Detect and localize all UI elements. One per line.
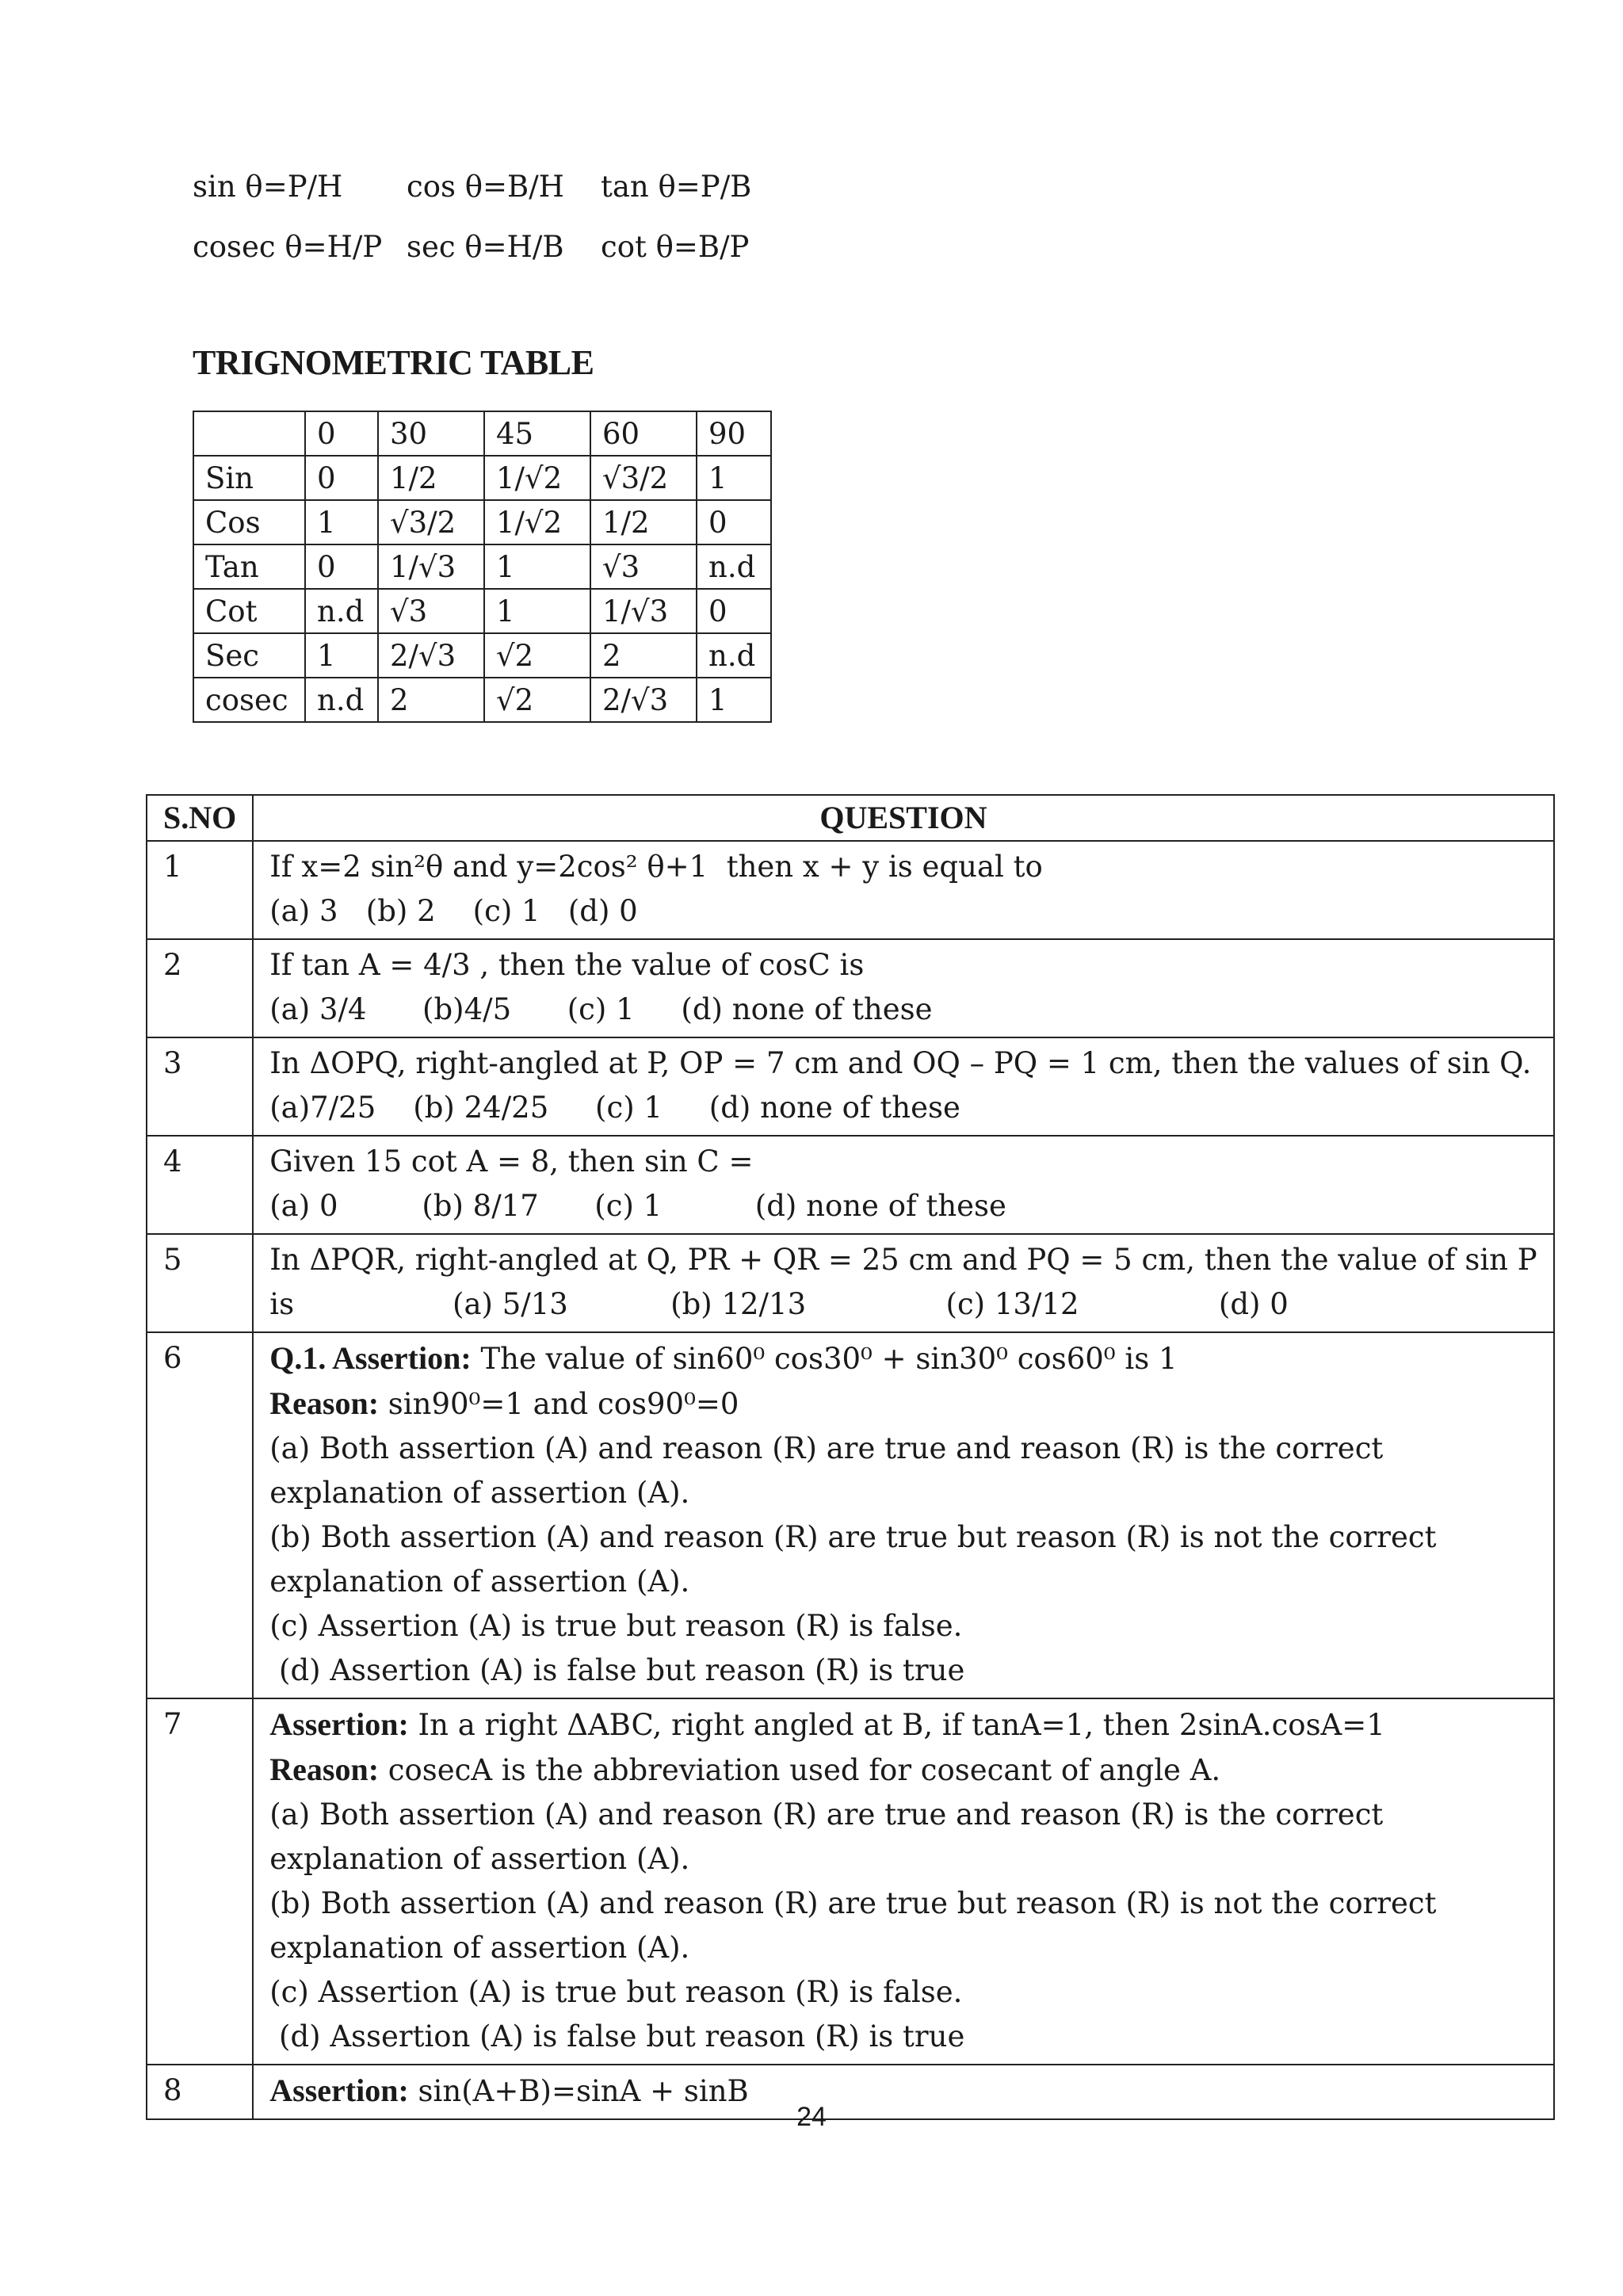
question-number: 2 <box>147 939 253 1037</box>
question-row <box>147 939 1554 1037</box>
trig-value-cell: n.d <box>697 544 771 589</box>
questions-header-row <box>147 795 1554 841</box>
trig-value-cell: √3 <box>590 544 697 589</box>
trig-value-cell: 1/√2 <box>484 500 590 544</box>
question-number: 4 <box>147 1136 253 1234</box>
trig-row <box>193 589 771 633</box>
reason-label: Reason: <box>269 1752 380 1787</box>
trig-value-cell: √3 <box>378 589 484 633</box>
option-line: explanation of assertion (A). <box>269 1564 690 1599</box>
trig-value-cell: 2 <box>378 678 484 722</box>
question-line: In ΔPQR, right-angled at Q, PR + QR = 25 cm and PQ = 5 cm, then the value of sin P <box>269 1243 1537 1277</box>
trig-header-row <box>193 411 771 456</box>
ratio-row-2 <box>193 217 775 277</box>
assertion-label: Assertion: <box>269 1706 409 1742</box>
assertion-text: sin(A+B)=sinA + sinB <box>408 2074 749 2108</box>
question-line: (a) 0 (b) 8/17 (c) 1 (d) none of these <box>269 1189 1006 1223</box>
assertion-line <box>269 1702 1537 1748</box>
question-number: 6 <box>147 1332 253 1698</box>
question-row <box>147 1332 1554 1698</box>
trig-value-cell: 0 <box>697 500 771 544</box>
reason-label: Reason: <box>269 1385 380 1421</box>
tan-ratio: tan θ=P/B <box>601 170 752 204</box>
option-line: explanation of assertion (A). <box>269 1842 690 1876</box>
trig-value-cell: 1 <box>697 456 771 500</box>
assertion-label: Q.1. Assertion: <box>269 1340 472 1376</box>
trig-value-cell: 2 <box>590 633 697 678</box>
question-line: (a)7/25 (b) 24/25 (c) 1 (d) none of these <box>269 1091 960 1125</box>
question-row <box>147 841 1554 939</box>
question-row <box>147 1136 1554 1234</box>
question-text <box>253 1332 1553 1698</box>
trig-value-cell: 1 <box>484 589 590 633</box>
option-line: (d) Assertion (A) is false but reason (R) is true <box>269 1653 965 1687</box>
trig-value-cell: √2 <box>484 678 590 722</box>
trig-row <box>193 633 771 678</box>
option-line: (d) Assertion (A) is false but reason (R) is true <box>269 2019 965 2053</box>
trig-header-cell <box>193 411 305 456</box>
questions-body <box>147 841 1554 2119</box>
option-line: explanation of assertion (A). <box>269 1476 690 1510</box>
sin-ratio: sin θ=P/H <box>193 170 343 204</box>
trig-function-cell: Sec <box>193 633 305 678</box>
trig-value-cell: √3/2 <box>378 500 484 544</box>
trig-value-cell: n.d <box>305 589 378 633</box>
question-line: If tan A = 4/3 , then the value of cosC is <box>269 948 865 982</box>
trig-value-cell: 1/2 <box>590 500 697 544</box>
cot-ratio: cot θ=B/P <box>601 230 750 264</box>
trig-value-cell: 2/√3 <box>378 633 484 678</box>
option-line: (b) Both assertion (A) and reason (R) are true but reason (R) is not the correct <box>269 1886 1437 1920</box>
reason-text: cosecA is the abbreviation used for cosecant of angle A. <box>379 1753 1221 1787</box>
trig-value-cell: 0 <box>697 589 771 633</box>
option-line: (c) Assertion (A) is true but reason (R) is false. <box>269 1975 963 2009</box>
trig-value-cell: 1/2 <box>378 456 484 500</box>
trig-value-cell: 1 <box>305 500 378 544</box>
question-line: (a) 3/4 (b)4/5 (c) 1 (d) none of these <box>269 992 933 1026</box>
question-row <box>147 1037 1554 1136</box>
question-line: In ΔOPQ, right-angled at P, OP = 7 cm and OQ – PQ = 1 cm, then the values of sin Q. <box>269 1046 1532 1080</box>
question-number: 5 <box>147 1234 253 1332</box>
trig-row <box>193 456 771 500</box>
trig-row <box>193 678 771 722</box>
trig-value-cell: 1 <box>697 678 771 722</box>
option-line: explanation of assertion (A). <box>269 1931 690 1965</box>
question-row <box>147 1234 1554 1332</box>
question-text <box>253 841 1553 939</box>
trig-value-cell: 1 <box>484 544 590 589</box>
trig-header-cell: 60 <box>590 411 697 456</box>
trig-value-cell: √2 <box>484 633 590 678</box>
trig-header-cell: 45 <box>484 411 590 456</box>
question-text <box>253 1136 1553 1234</box>
trig-header-cell: 0 <box>305 411 378 456</box>
trig-value-cell: 1/√3 <box>590 589 697 633</box>
trig-table-body <box>193 411 771 722</box>
option-line: (a) Both assertion (A) and reason (R) are true and reason (R) is the correct <box>269 1797 1384 1832</box>
trig-value-cell: 2/√3 <box>590 678 697 722</box>
ratio-row-1 <box>193 157 775 217</box>
question-text <box>253 1698 1553 2065</box>
trig-value-cell: n.d <box>305 678 378 722</box>
assertion-text: In a right ΔABC, right angled at B, if tanA=1, then 2sinA.cosA=1 <box>408 1708 1385 1742</box>
trig-function-cell: cosec <box>193 678 305 722</box>
trig-row <box>193 500 771 544</box>
question-number: 3 <box>147 1037 253 1136</box>
question-text <box>253 1234 1553 1332</box>
trig-ratios <box>193 157 775 277</box>
question-line: (a) 3 (b) 2 (c) 1 (d) 0 <box>269 894 638 928</box>
reason-line <box>269 1748 1537 1793</box>
trig-value-cell: 1/√3 <box>378 544 484 589</box>
page-number: 24 <box>796 2102 827 2132</box>
sno-header: S.NO <box>147 795 253 841</box>
option-line: (b) Both assertion (A) and reason (R) are true but reason (R) is not the correct <box>269 1520 1437 1554</box>
question-row <box>147 1698 1554 2065</box>
reason-text: sin90⁰=1 and cos90⁰=0 <box>379 1387 739 1421</box>
question-line: If x=2 sin²θ and y=2cos² θ+1 then x + y is equal to <box>269 850 1043 884</box>
question-number: 8 <box>147 2065 253 2119</box>
option-line: (a) Both assertion (A) and reason (R) are true and reason (R) is the correct <box>269 1431 1384 1465</box>
question-text <box>253 1037 1553 1136</box>
option-line: (c) Assertion (A) is true but reason (R) is false. <box>269 1609 963 1643</box>
trig-value-cell: 0 <box>305 544 378 589</box>
assertion-line <box>269 1336 1537 1381</box>
cosec-ratio: cosec θ=H/P <box>193 230 383 264</box>
trig-function-cell: Sin <box>193 456 305 500</box>
cos-ratio: cos θ=B/H <box>407 170 564 204</box>
trig-function-cell: Tan <box>193 544 305 589</box>
assertion-text: The value of sin60⁰ cos30⁰ + sin30⁰ cos60⁰ is 1 <box>471 1342 1178 1376</box>
trig-header-cell: 30 <box>378 411 484 456</box>
trig-table <box>193 411 772 723</box>
trig-row <box>193 544 771 589</box>
trig-value-cell: √3/2 <box>590 456 697 500</box>
question-line: Given 15 cot A = 8, then sin C = <box>269 1144 754 1179</box>
trig-header-cell: 90 <box>697 411 771 456</box>
question-number: 7 <box>147 1698 253 2065</box>
questions-table <box>146 794 1555 2120</box>
trig-value-cell: 0 <box>305 456 378 500</box>
question-number: 1 <box>147 841 253 939</box>
trig-function-cell: Cos <box>193 500 305 544</box>
trig-value-cell: 1 <box>305 633 378 678</box>
trig-value-cell: 1/√2 <box>484 456 590 500</box>
question-line: is (a) 5/13 (b) 12/13 (c) 13/12 (d) 0 <box>269 1287 1289 1321</box>
trig-value-cell: n.d <box>697 633 771 678</box>
question-header: QUESTION <box>253 795 1553 841</box>
trig-function-cell: Cot <box>193 589 305 633</box>
assertion-label: Assertion: <box>269 2073 409 2108</box>
table-heading: TRIGNOMETRIC TABLE <box>193 343 594 382</box>
question-text <box>253 939 1553 1037</box>
sec-ratio: sec θ=H/B <box>407 230 564 264</box>
reason-line <box>269 1381 1537 1427</box>
